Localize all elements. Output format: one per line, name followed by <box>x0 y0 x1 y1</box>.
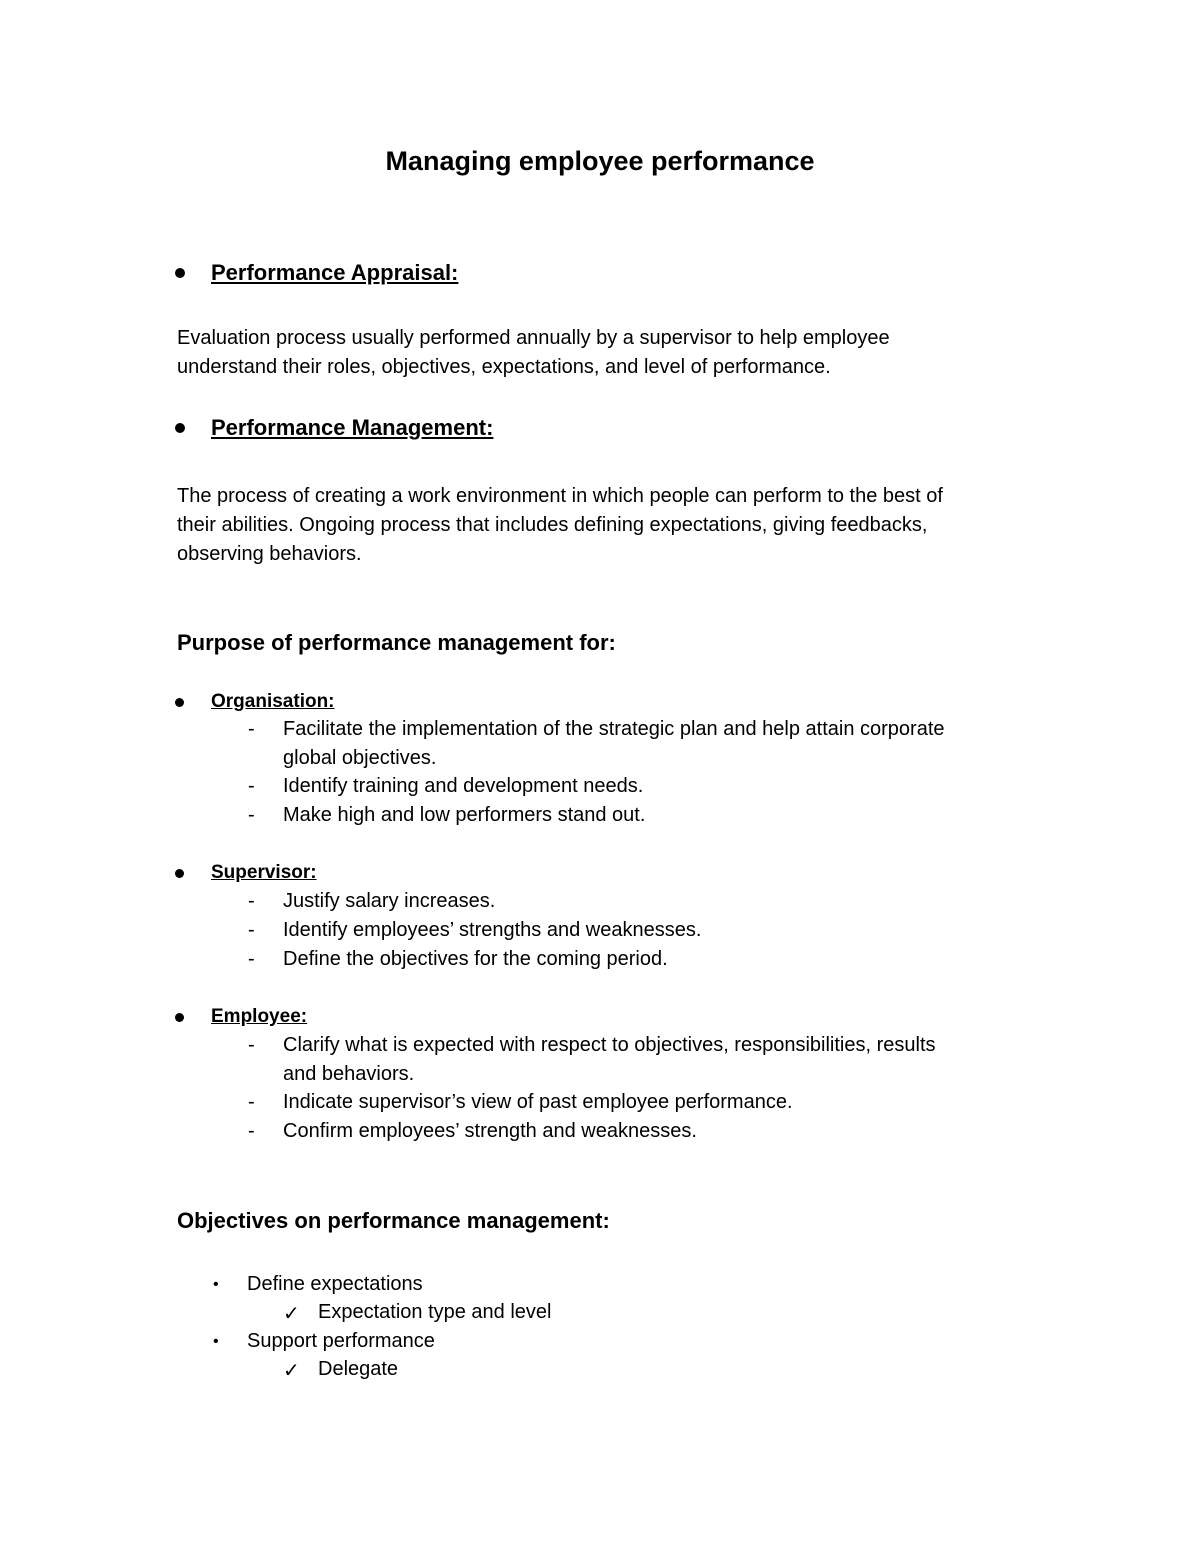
employee-item: Indicate supervisor’s view of past employee performance. <box>283 1091 793 1113</box>
organisation-item: Facilitate the implementation of the strategic plan and help attain corporate <box>283 718 945 740</box>
page-title: Managing employee performance <box>385 146 815 176</box>
checkmark-icon: ✓ <box>283 1303 300 1325</box>
supervisor-label: Supervisor: <box>211 862 317 883</box>
organisation-item: global objectives. <box>283 747 437 769</box>
bullet-icon <box>175 423 185 433</box>
management-line-3: observing behaviors. <box>177 543 362 565</box>
bullet-icon: • <box>213 1276 219 1293</box>
dash-marker: - <box>248 804 255 826</box>
appraisal-line-2: understand their roles, objectives, expectations, and level of performance. <box>177 356 831 378</box>
organisation-label: Organisation: <box>211 691 335 712</box>
dash-marker: - <box>248 890 255 912</box>
appraisal-heading: Performance Appraisal: <box>211 260 459 285</box>
bullet-icon <box>175 698 184 707</box>
appraisal-line-1: Evaluation process usually performed annually by a supervisor to help employee <box>177 327 890 349</box>
employee-label: Employee: <box>211 1006 308 1027</box>
dash-marker: - <box>248 1091 255 1113</box>
bullet-icon <box>175 869 184 878</box>
supervisor-item: Justify salary increases. <box>283 890 496 912</box>
objective-item: Define expectations <box>247 1273 423 1295</box>
organisation-item: Identify training and development needs. <box>283 775 644 797</box>
bullet-icon <box>175 1013 184 1022</box>
bullet-icon <box>175 268 185 278</box>
objective-item: Support performance <box>247 1330 435 1352</box>
bullet-icon: • <box>213 1333 219 1350</box>
management-heading: Performance Management: <box>211 415 494 440</box>
dash-marker: - <box>248 1034 255 1056</box>
supervisor-item: Define the objectives for the coming period. <box>283 948 668 970</box>
dash-marker: - <box>248 718 255 740</box>
dash-marker: - <box>248 1120 255 1142</box>
objectives-heading: Objectives on performance management: <box>177 1208 610 1233</box>
checkmark-icon: ✓ <box>283 1360 300 1382</box>
employee-item: Clarify what is expected with respect to objectives, responsibilities, results <box>283 1034 936 1056</box>
management-line-1: The process of creating a work environment in which people can perform to the best of <box>177 485 943 507</box>
dash-marker: - <box>248 948 255 970</box>
supervisor-item: Identify employees’ strengths and weaknesses. <box>283 919 702 941</box>
employee-item: and behaviors. <box>283 1063 415 1085</box>
organisation-item: Make high and low performers stand out. <box>283 804 646 826</box>
dash-marker: - <box>248 919 255 941</box>
purpose-heading: Purpose of performance management for: <box>177 630 616 655</box>
management-line-2: their abilities. Ongoing process that includes defining expectations, giving feedbacks, <box>177 514 928 536</box>
objective-subitem: Expectation type and level <box>318 1301 552 1323</box>
dash-marker: - <box>248 775 255 797</box>
objective-subitem: Delegate <box>318 1358 399 1380</box>
employee-item: Confirm employees’ strength and weaknesses. <box>283 1120 697 1142</box>
